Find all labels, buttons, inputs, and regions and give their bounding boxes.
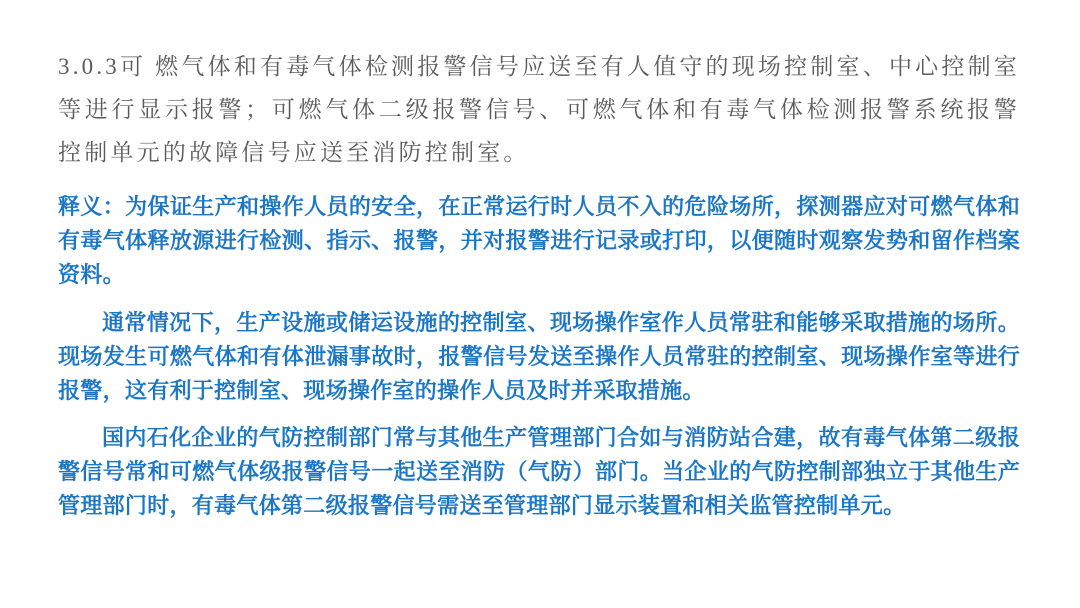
clause-3-0-3-text: 3.0.3可 燃气体和有毒气体检测报警信号应送至有人值守的现场控制室、中心控制室等进行显示报警；可燃气体二级报警信号、可燃气体和有毒气体检测报警系统报警控制单元的故障信号应送至消防控制室。 — [58, 54, 1020, 165]
document-content — [58, 46, 1020, 523]
interpretation-paragraph-3: 国内石化企业的气防控制部门常与其他生产管理部门合如与消防站合建，故有毒气体第二级报警信号常和可燃气体级报警信号一起送至消防（气防）部门。当企业的气防控制部独立于其他生产管理部门时，有毒气体第二级报警信号需送至管理部门显示装置和相关监管控制单元。 — [58, 424, 1020, 519]
interpretation-paragraph-1: 释义：为保证生产和操作人员的安全，在正常运行时人员不入的危险场所，探测器应对可燃气体和有毒气体释放源进行检测、指示、报警，并对报警进行记录或打印，以便随时观察发势和留作档案资料。 — [58, 194, 1020, 288]
interpretation-paragraph-2: 通常情况下，生产设施或储运设施的控制室、现场操作室作人员常驻和能够采取措施的场所。现场发生可燃气体和有体泄漏事故时，报警信号发送至操作人员常驻的控制室、现场操作室等进行报警，这有利于控制室、现场操作室的操作人员及时并采取措施。 — [58, 309, 1020, 403]
